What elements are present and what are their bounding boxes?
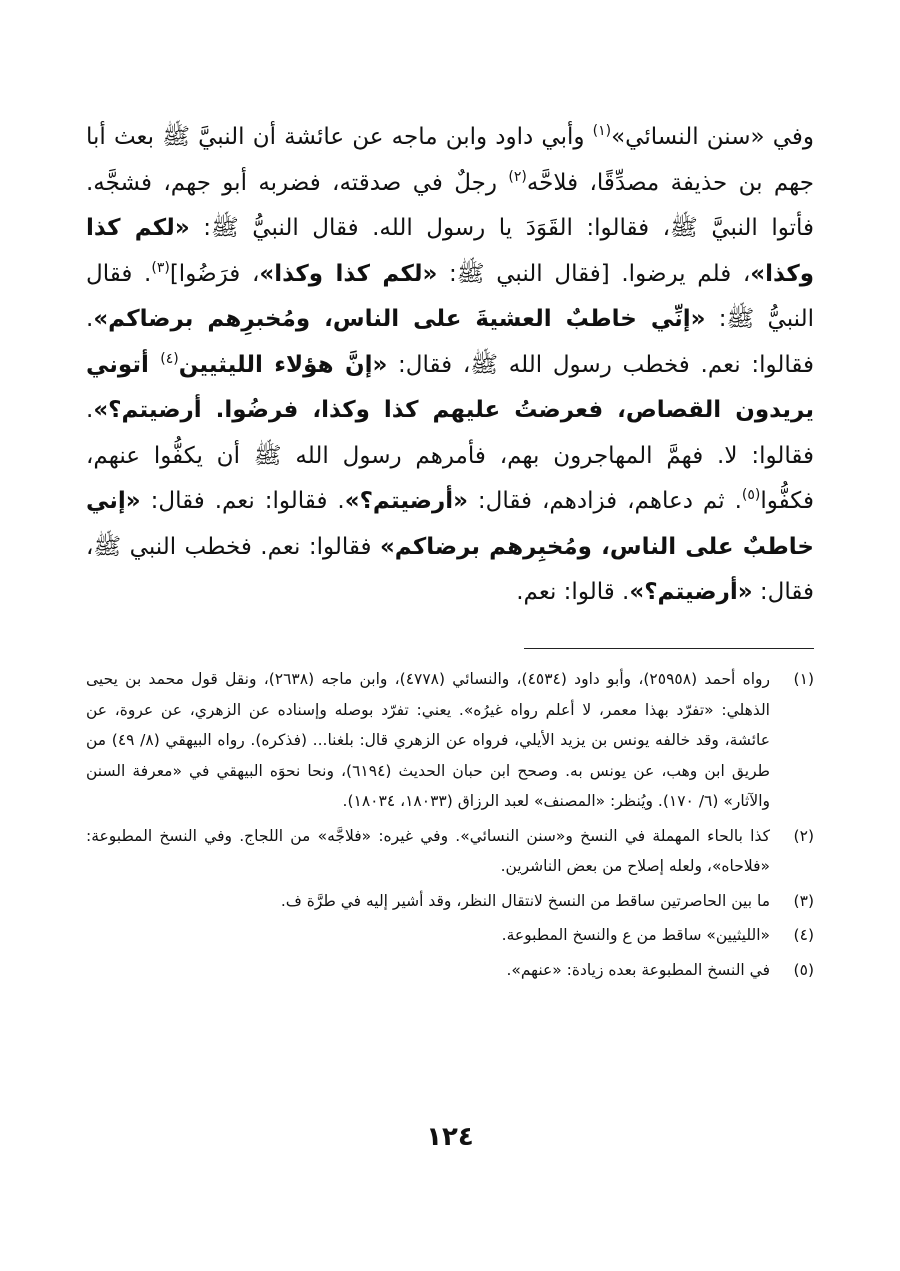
hadith-quote: «إنَّ هؤلاء الليثيين <box>178 351 388 378</box>
footnote-5 <box>86 955 814 986</box>
footnote-ref-5[interactable]: (٥) <box>741 487 761 503</box>
page-number: ١٢٤ <box>426 1122 474 1152</box>
footnote-number: (٣) <box>793 891 814 910</box>
footnote-text: كذا بالحاء المهملة في النسخ و«سنن النسائي». وفي غيره: «فلاجَّه» من اللجاج. وفي النسخ المطبوعة: «فلاحاه»، ولعله إصلاح من بعض الناشرين. <box>86 826 770 875</box>
hadith-quote: «أرضيتم؟» <box>344 488 468 514</box>
main-text <box>86 115 814 616</box>
hadith-quote: «إني خاطبٌ على الناس، ومُخبِرهم برضاكم» <box>86 488 814 560</box>
hadith-quote: «لكم كذا وكذا» <box>259 260 438 287</box>
footnote-1 <box>86 664 814 817</box>
footnote-number: (٢) <box>793 826 814 845</box>
footnote-number: (٥) <box>793 960 814 979</box>
footnote-ref-2[interactable]: (٢) <box>508 168 527 185</box>
footnote-separator <box>524 648 814 649</box>
hadith-quote: «إنِّي خاطبٌ العشيةَ على الناس، ومُخبرِهم برضاكم» <box>93 306 706 332</box>
footnote-text: ما بين الحاصرتين ساقط من النسخ لانتقال النظر، وقد أشير إليه في طرَّة ف. <box>280 891 770 910</box>
hadith-quote: أتوني يريدون القصاص، فعرضتُ عليهم كذا وكذا، فرضُوا. أرضيتم؟» <box>86 351 814 423</box>
footnote-text: «الليثيين» ساقط من ع والنسخ المطبوعة. <box>501 926 770 944</box>
footnote-text: في النسخ المطبوعة بعده زيادة: «عنهم». <box>506 960 770 979</box>
hadith-quote: «أرضيتم؟» <box>629 579 753 605</box>
main-paragraph: وفي «سنن النسائي»$^{(١)}$ وأبي داود وابن ماجه عن عائشة أن النبيَّ ﷺ بعث أبا جهم بن حذيفة مصدِّقًا، فلاحَّه$^{(٢)}$ رجلٌ في صدقته، فضربه أبو جهم، فشجَّه. فأتوا النبيَّ ﷺ، فقالوا: القَوَدَ يا رسول الله. فقال النبيُّ ﷺ: «لكم كذا وكذا»، فلم يرضوا. [فقال النبي ﷺ: «لكم كذا وكذا»، فرَضُوا]$^{(٣)}$. فقال النبيُّ ﷺ: «إنِّي خاطبٌ العشيةَ على الناس، ومُخبرِهم برضاكم». فقالوا: نعم. فخطب رسول الله ﷺ، فقال: «إنَّ هؤلاء الليثيين$^{(٤)}$ أتوني يريدون القصاص، فعرضتُ عليهم كذا وكذا، فرضُوا. أرضيتم؟». فقالوا: لا. فهمَّ المهاجرون بهم، فأمرهم رسول الله ﷺ أن يكفُّوا عنهم، فكفُّوا$^{(٥)}$. ثم دعاهم، فزادهم، فقال: «أرضيتم؟». فقالوا: نعم. فقال: «إني خاطبٌ على الناس، ومُخبِرهم برضاكم» فقالوا: نعم. فخطب النبي ﷺ، فقال: «أرضيتم؟». قالوا: نعم. <box>86 123 815 605</box>
footnote-ref-4[interactable]: (٤) <box>160 350 179 367</box>
footnote-number: (٤) <box>793 926 814 944</box>
footnote-ref-3[interactable]: (٣) <box>151 259 170 276</box>
footnote-3 <box>86 886 814 917</box>
footnote-4 <box>86 920 814 951</box>
footnote-text: رواه أحمد (٢٥٩٥٨)، وأبو داود (٤٥٣٤)، والنسائي (٤٧٧٨)، وابن ماجه (٢٦٣٨)، ونقل قول محمد بن يحيى الذهلي: «تفرّد بهذا معمر، لا أعلم رواه غيرُه». يعني: تفرّد بوصله وإسناده عن الزهري، عن عروة، عن عائشة، وقد خالفه يونس بن يزيد الأيلي، فرواه عن الزهري قال: بلغنا... (فذكره). رواه البيهقي (٨/ ٤٩) من طريق ابن وهب، عن يونس به. وصحح ابن حبان الحديث (٦١٩٤)، ونحا نحوَه البيهقي في «معرفة السنن والآثار» (٦/ ١٧٠). ويُنظر: «المصنف» لعبد الرزاق (١٨٠٣٣، ١٨٠٣٤). <box>86 670 770 810</box>
footnote-ref-1[interactable]: (١) <box>592 123 612 139</box>
footnotes <box>86 664 814 989</box>
footnote-number: (١) <box>793 670 814 688</box>
footnote-2 <box>86 821 814 882</box>
hadith-quote: «لكم كذا وكذا» <box>86 215 814 287</box>
